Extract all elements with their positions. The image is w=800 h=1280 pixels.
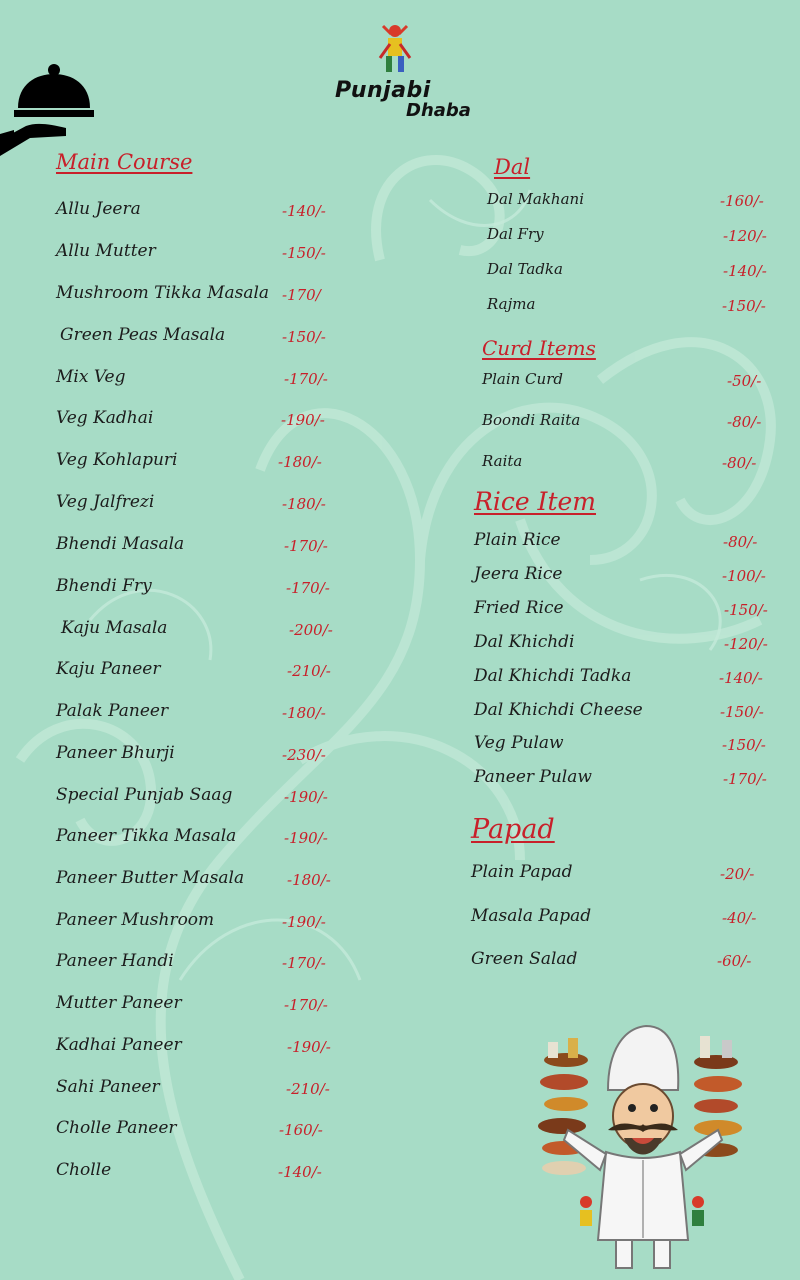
menu-item-name: Plain Papad [471, 862, 573, 882]
bhangra-dancer-icon [375, 22, 415, 80]
menu-item-price: -160/- [720, 192, 764, 210]
menu-item-name: Allu Mutter [56, 241, 156, 261]
menu-item-price: -140/- [282, 202, 326, 220]
menu-item-price: -170/- [284, 537, 328, 555]
menu-item-name: Fried Rice [474, 598, 564, 618]
restaurant-logo [330, 22, 490, 132]
menu-item-name: Veg Pulaw [474, 733, 564, 753]
menu-item-price: -150/- [282, 328, 326, 346]
menu-item-name: Palak Paneer [56, 701, 169, 721]
menu-item-name: Dal Khichdi Cheese [474, 700, 643, 720]
menu-item-price: -170/- [723, 770, 767, 788]
menu-item-name: Rajma [487, 295, 536, 313]
menu-item-price: -40/- [722, 909, 757, 927]
menu-item-name: Green Salad [471, 949, 578, 969]
curd-items-title: Curd Items [482, 336, 596, 360]
menu-item-name: Paneer Handi [56, 951, 174, 971]
menu-item-price: -210/- [287, 662, 331, 680]
rice-item-title: Rice Item [474, 487, 596, 516]
dal-title: Dal [494, 155, 531, 179]
menu-item-price: -60/- [717, 952, 752, 970]
menu-item-name: Dal Fry [487, 225, 544, 243]
menu-item-name: Cholle [56, 1160, 112, 1180]
menu-item-name: Green Peas Masala [60, 325, 226, 345]
menu-item-price: -150/- [720, 703, 764, 721]
menu-item-name: Jeera Rice [474, 564, 563, 584]
menu-item-price: -200/- [289, 621, 333, 639]
cloche-icon [0, 62, 96, 156]
menu-item-price: -80/- [723, 533, 758, 551]
menu-item-name: Paneer Tikka Masala [56, 826, 237, 846]
logo-text-line2: Dhaba [406, 100, 471, 121]
menu-item-price: -180/- [287, 871, 331, 889]
menu-item-price: -170/- [286, 579, 330, 597]
menu-item-name: Bhendi Masala [56, 534, 185, 554]
menu-item-price: -180/- [278, 453, 322, 471]
menu-item-name: Masala Papad [471, 906, 592, 926]
menu-item-price: -160/- [279, 1121, 323, 1139]
menu-item-name: Plain Curd [482, 370, 563, 388]
chef-illustration [528, 1020, 758, 1272]
menu-item-price: -180/- [282, 704, 326, 722]
menu-item-name: Paneer Pulaw [474, 767, 592, 787]
menu-item-price: -150/- [724, 601, 768, 619]
menu-item-price: -140/- [719, 669, 763, 687]
menu-item-name: Veg Jalfrezi [56, 492, 155, 512]
menu-item-name: Veg Kadhai [56, 408, 154, 428]
menu-item-price: -100/- [722, 567, 766, 585]
menu-item-name: Special Punjab Saag [56, 785, 233, 805]
menu-item-name: Kaju Masala [61, 618, 168, 638]
menu-item-price: -120/- [724, 635, 768, 653]
menu-item-price: -140/- [723, 262, 767, 280]
menu-item-price: -170/- [282, 954, 326, 972]
menu-item-name: Dal Khichdi [474, 632, 575, 652]
menu-item-price: -190/- [284, 788, 328, 806]
main-course-title: Main Course [56, 150, 193, 174]
menu-item-price: -170/ [282, 286, 321, 304]
menu-item-price: -190/- [287, 1038, 331, 1056]
menu-item-name: Dal Tadka [487, 260, 563, 278]
menu-item-price: -190/- [282, 913, 326, 931]
menu-item-price: -80/- [727, 413, 762, 431]
menu-item-price: -190/- [284, 829, 328, 847]
menu-item-name: Raita [482, 452, 523, 470]
menu-item-name: Paneer Bhurji [56, 743, 175, 763]
menu-item-name: Dal Khichdi Tadka [474, 666, 632, 686]
menu-item-price: -120/- [723, 227, 767, 245]
menu-item-name: Plain Rice [474, 530, 561, 550]
menu-item-name: Mutter Paneer [56, 993, 182, 1013]
menu-item-price: -170/- [284, 370, 328, 388]
menu-item-name: Cholle Paneer [56, 1118, 177, 1138]
menu-item-name: Paneer Mushroom [56, 910, 215, 930]
menu-item-price: -230/- [282, 746, 326, 764]
menu-item-price: -20/- [720, 865, 755, 883]
menu-item-name: Dal Makhani [487, 190, 584, 208]
menu-item-name: Allu Jeera [56, 199, 141, 219]
menu-item-price: -140/- [278, 1163, 322, 1181]
menu-item-price: -80/- [722, 454, 757, 472]
menu-item-name: Kadhai Paneer [56, 1035, 182, 1055]
menu-item-price: -210/- [286, 1080, 330, 1098]
menu-item-name: Paneer Butter Masala [56, 868, 245, 888]
menu-item-name: Kaju Paneer [56, 659, 161, 679]
menu-item-price: -150/- [722, 736, 766, 754]
menu-item-price: -150/- [722, 297, 766, 315]
menu-item-price: -50/- [727, 372, 762, 390]
menu-item-price: -180/- [282, 495, 326, 513]
menu-item-price: -170/- [284, 996, 328, 1014]
menu-item-price: -190/- [281, 411, 325, 429]
menu-item-name: Boondi Raita [482, 411, 581, 429]
menu-item-name: Sahi Paneer [56, 1077, 160, 1097]
logo-text-line1: Punjabi [335, 78, 431, 103]
menu-item-name: Mix Veg [56, 367, 126, 387]
menu-item-name: Veg Kohlapuri [56, 450, 178, 470]
menu-item-price: -150/- [282, 244, 326, 262]
menu-item-name: Mushroom Tikka Masala [56, 283, 270, 303]
papad-title: Papad [471, 814, 555, 845]
menu-item-name: Bhendi Fry [56, 576, 152, 596]
